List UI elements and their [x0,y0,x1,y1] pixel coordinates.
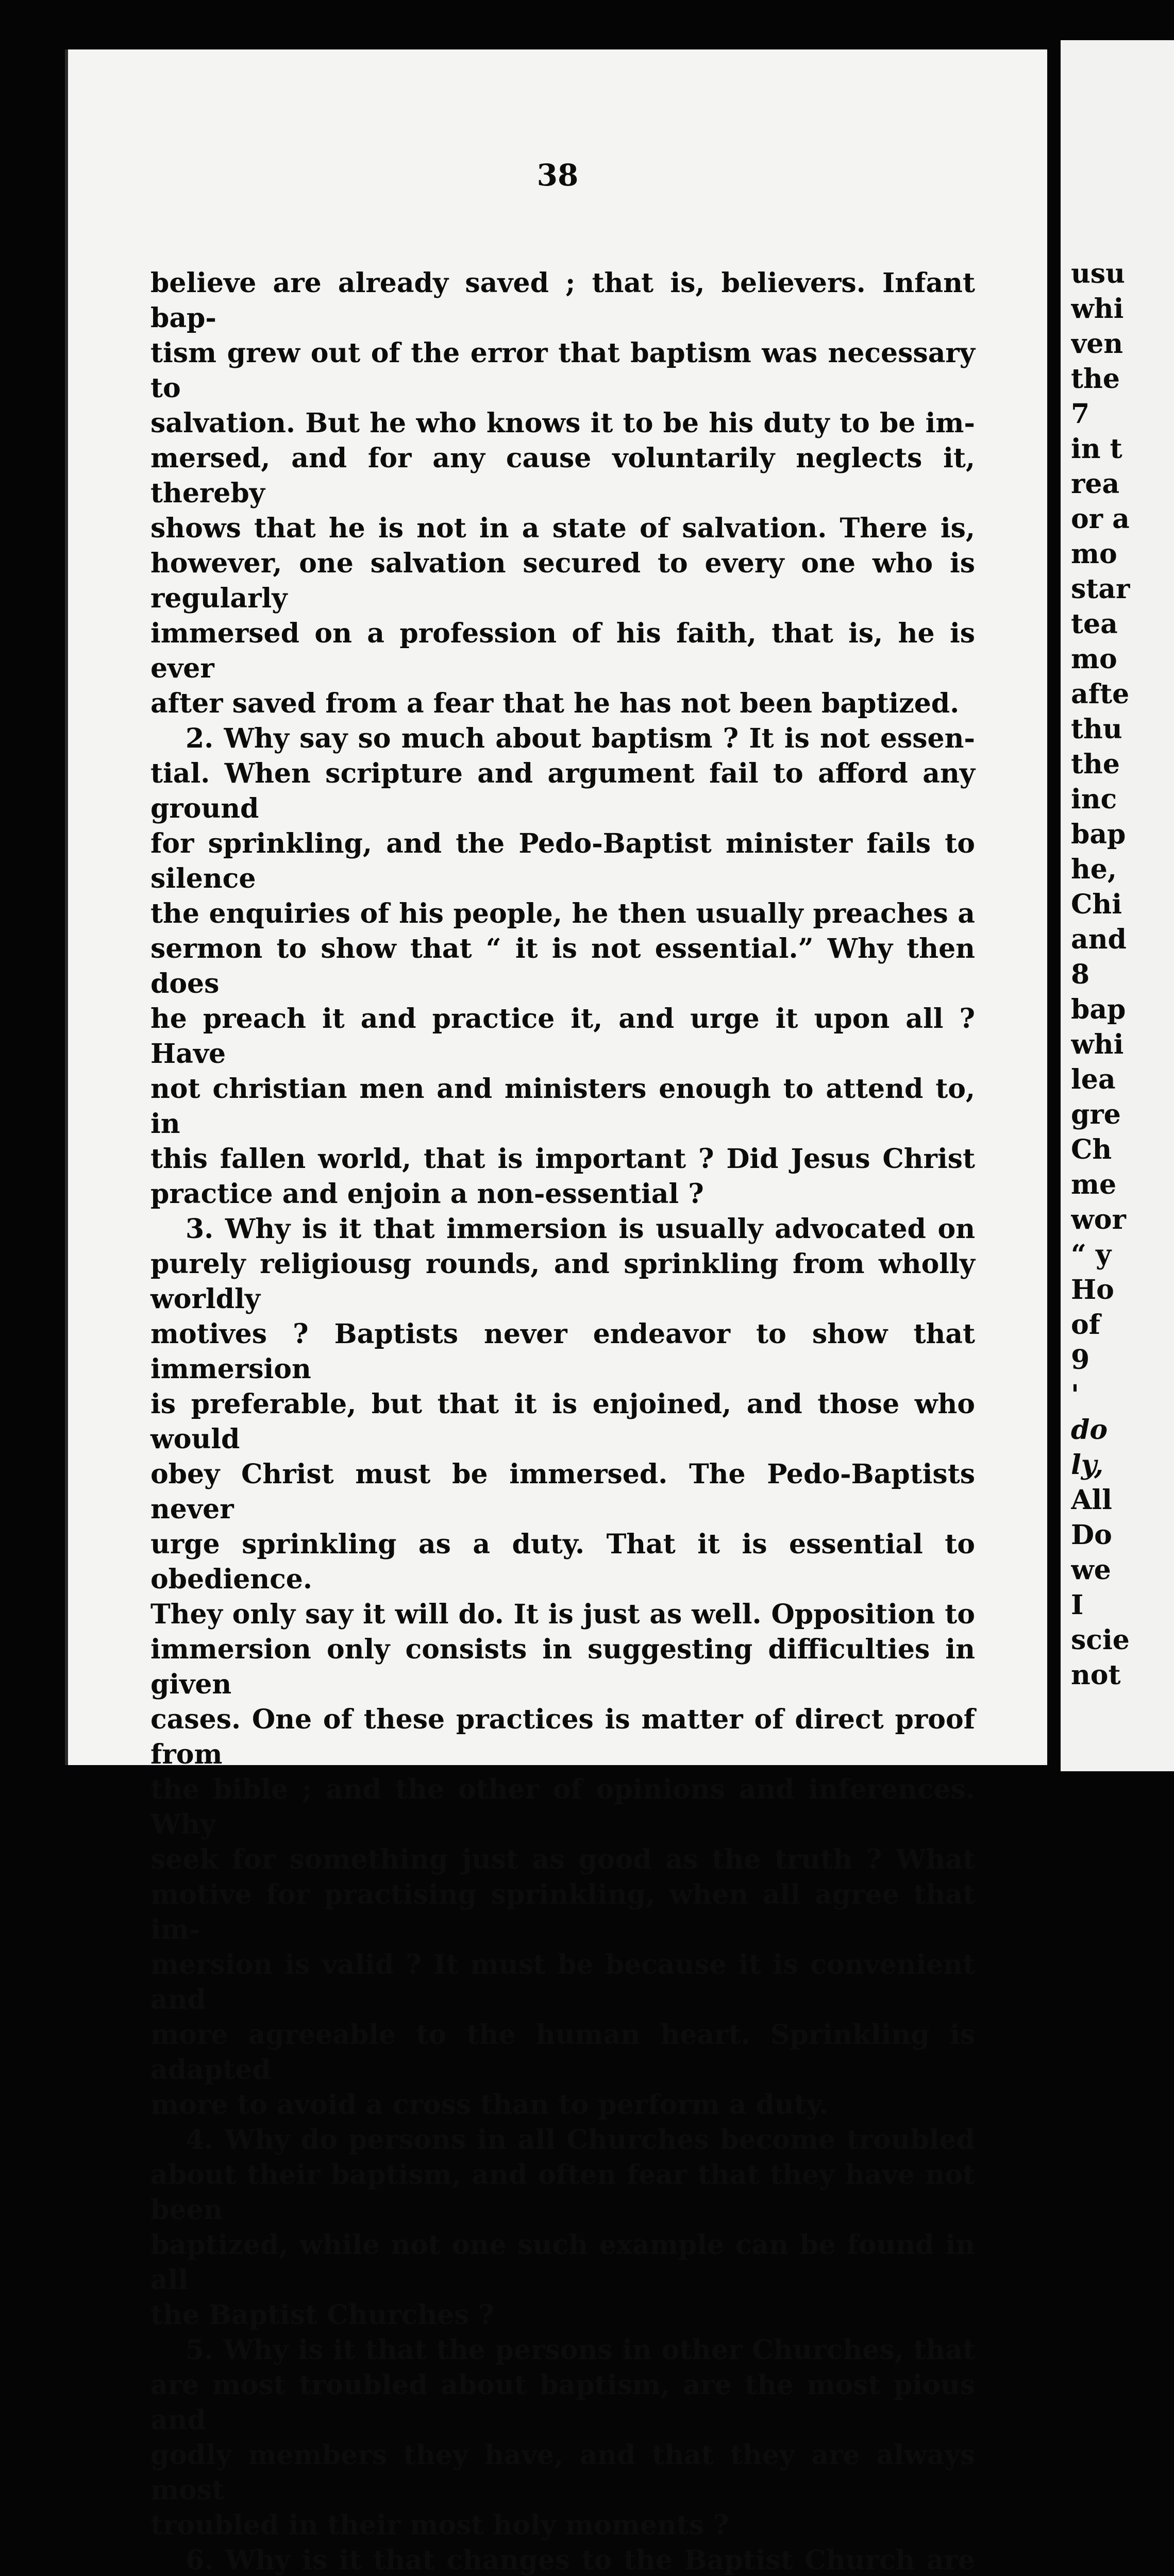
facing-line: the [1071,363,1120,395]
body-text [150,266,975,2576]
facing-line: thu [1071,714,1122,745]
facing-line: tea [1071,608,1118,640]
text-line: motives ? Baptists never endeavor to show that immersion [150,1318,975,1385]
text-line: is preferable, but that it is enjoined, and those who would [150,1388,975,1455]
facing-line: 7 [1071,398,1090,430]
facing-line: whi [1071,293,1124,325]
facing-line: of [1071,1309,1101,1341]
text-line: seek for something just as good as the truth ? What [150,1844,975,1875]
facing-line: Do [1071,1519,1112,1551]
text-line: immersion only consists in suggesting difficulties in given [150,1634,975,1700]
paragraph-p0 [150,266,975,721]
text-line: practice and enjoin a non-essential ? [150,1178,704,1210]
text-line: about their baptism, and often fear that they have not been [150,2159,975,2226]
facing-line: gre [1071,1099,1121,1130]
facing-page-text [1071,257,1174,1693]
facing-line: do [1071,1414,1108,1446]
facing-line: Ho [1071,1274,1114,1306]
facing-line: or a [1071,503,1130,535]
text-line: 2. Why say so much about baptism ? It is not essen- [186,723,975,754]
paragraph-p4 [150,2123,975,2333]
text-line: believe are already saved ; that is, believers. Infant bap- [150,267,975,334]
facing-line: star [1071,573,1130,605]
facing-line: “ y [1071,1239,1112,1270]
facing-line: ' [1071,1379,1079,1411]
text-line: 4. Why do persons in all Churches become troubled [186,2124,975,2156]
text-line: more to avoid a cross than to perform a duty. [150,2089,829,2121]
text-line: motive for practising sprinkling, when all agree that im- [150,1879,975,1945]
text-line: godly members they have, and that they are always most [150,2439,975,2506]
facing-line: not [1071,1659,1121,1691]
text-line: mersion is valid ? It must be because it is convenient and [150,1949,975,2015]
facing-line: mo [1071,538,1117,570]
facing-line: scie [1071,1624,1130,1656]
facing-line: mo [1071,643,1117,675]
text-line: 3. Why is it that immersion is usually advocated on [186,1213,975,1245]
text-line: baptized, while not one such example can be found in all [150,2229,975,2296]
text-line: he preach it and practice it, and urge it upon all ? Have [150,1003,975,1070]
text-line: the bible ; and the other of opinions and inferences. Why [150,1774,975,1840]
facing-line: 8 [1071,959,1090,990]
facing-line: and [1071,924,1127,955]
facing-line: afte [1071,679,1130,710]
page-number: 38 [536,158,579,193]
text-line: immersed on a profession of his faith, that is, he is ever [150,618,975,684]
text-line: are most troubled about baptism, are the most pious and [150,2369,975,2436]
facing-line: wor [1071,1204,1126,1235]
text-line: more agreeable to the human heart. Sprinkling is adapted [150,2019,975,2086]
paragraph-p3 [150,1212,975,2123]
facing-line: me [1071,1169,1117,1200]
text-line: tial. When scripture and argument fail to afford any ground [150,758,975,824]
text-line: this fallen world, that is important ? Did Jesus Christ [150,1143,975,1175]
facing-line: Chi [1071,889,1122,920]
text-line: the enquiries of his people, he then usually preaches a [150,898,975,929]
text-line: urge sprinkling as a duty. That it is essential to obedience. [150,1529,975,1595]
facing-line: ly, [1071,1449,1104,1481]
facing-line: whi [1071,1029,1124,1060]
facing-line: bap [1071,994,1126,1025]
text-line: sermon to show that “ it is not essential.” Why then does [150,933,975,999]
text-line: tism grew out of the error that baptism was necessary to [150,337,975,404]
text-line: after saved from a fear that he has not been baptized. [150,688,960,719]
facing-line: we [1071,1554,1111,1586]
text-line: They only say it will do. It is just as well. Opposition to [150,1599,975,1630]
text-line: the Baptist Churches ? [150,2299,494,2331]
facing-line: bap [1071,819,1126,850]
facing-line: 9 [1071,1344,1090,1376]
facing-line: All [1071,1484,1112,1516]
facing-page [1061,40,1174,1771]
text-line: cases. One of these practices is matter of direct proof from [150,1704,975,1770]
facing-line: I [1071,1589,1084,1621]
facing-line: lea [1071,1064,1116,1095]
text-line: not christian men and ministers enough to attend to, in [150,1073,975,1140]
book-page [68,49,1047,2576]
text-line: 6. Why is it that changes to the Baptist Church are [186,2545,975,2576]
paragraph-p5 [150,2333,975,2543]
facing-line: he, [1071,854,1117,885]
facing-line: ven [1071,328,1123,360]
text-line: shows that he is not in a state of salvation. There is, [150,513,975,544]
facing-line: Ch [1071,1134,1112,1165]
text-line: obey Christ must be immersed. The Pedo-Baptists never [150,1459,975,1525]
facing-line: rea [1071,468,1120,500]
text-line: salvation. But he who knows it to be his duty to be im- [150,408,975,439]
facing-line: the [1071,749,1120,780]
facing-line: usu [1071,258,1125,290]
paragraph-p2 [150,721,975,1212]
paragraph-p6 [150,2543,975,2576]
text-line: however, one salvation secured to every one who is regularly [150,548,975,614]
facing-line: inc [1071,784,1117,815]
text-line: for sprinkling, and the Pedo-Baptist minister fails to silence [150,828,975,894]
text-line: mersed, and for any cause voluntarily neglects it, thereby [150,443,975,509]
text-line: purely religiousg rounds, and sprinkling from wholly worldly [150,1248,975,1315]
text-line: 5. Why is it that the persons in other Churches, that [186,2334,975,2366]
facing-line: in t [1071,433,1122,465]
text-line: troubled in their most holy moments ? [150,2510,729,2541]
